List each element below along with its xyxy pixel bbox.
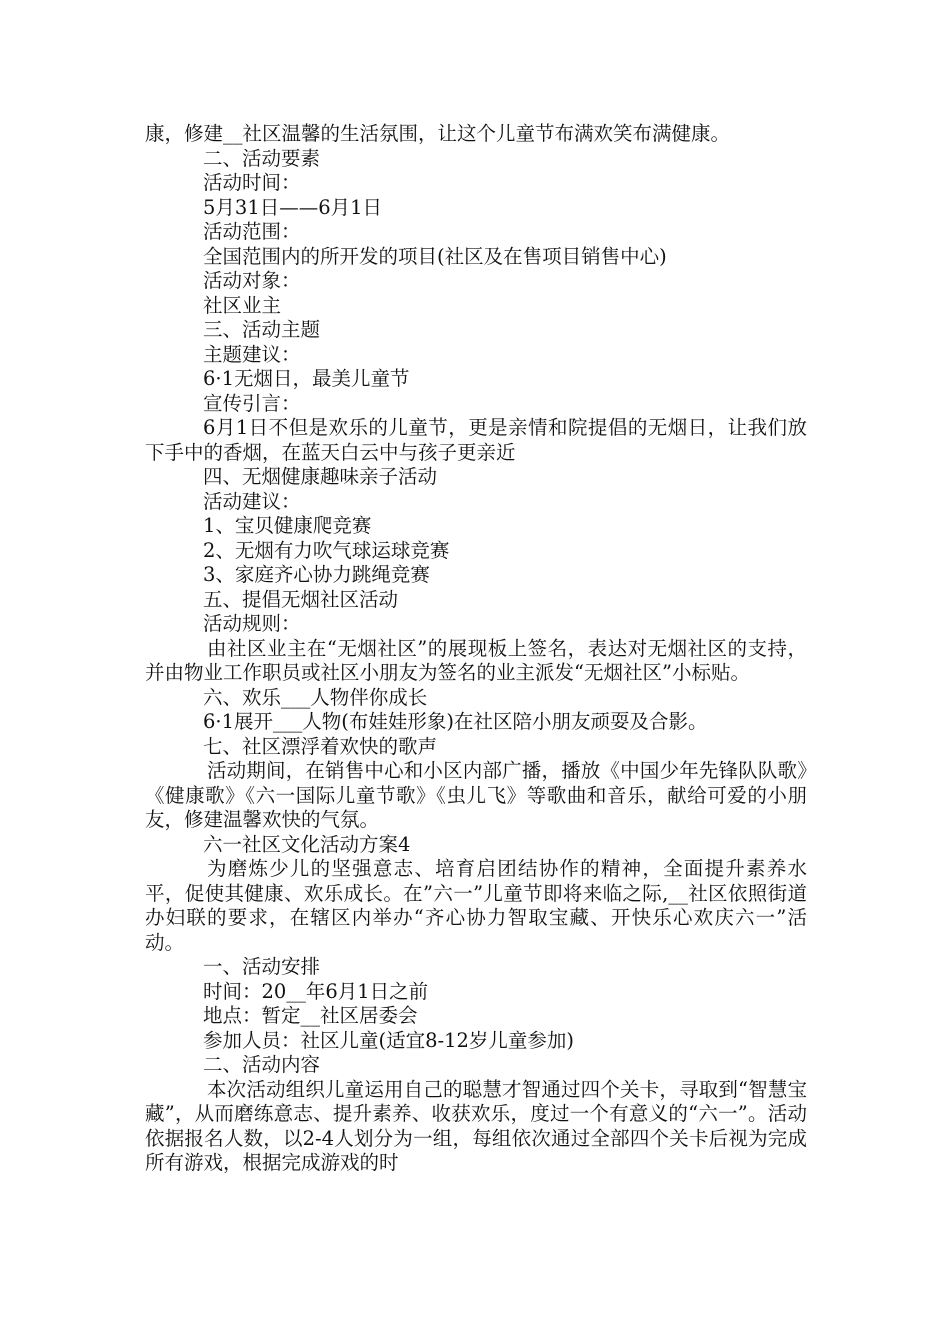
field-label: 活动建议： (203, 489, 301, 513)
section-heading: 三、活动主题 (203, 318, 321, 341)
field-value: 全国范围内的所开发的项目(社区及在售项目销售中心) (203, 244, 667, 268)
paragraph: 为磨炼少儿的坚强意志、培育启团结协作的精神，全面提升素养水平，促使其健康、欢乐成长。在”六一”儿童节即将来临之际,__社区依照街道办妇联的要求，在辖区内举办“齐心协力智取宝藏、开快乐心欢庆六一”活动。 (145, 857, 807, 954)
section-heading: 五、提倡无烟社区活动 (203, 587, 399, 611)
field-label: 宣传引言： (203, 391, 301, 415)
section-heading: 二、活动内容 (203, 1053, 321, 1076)
text-line: 康，修建__社区温馨的生活氛围，让这个儿童节布满欢笑布满健康。 (145, 122, 731, 145)
paragraph: 本次活动组织儿童运用自己的聪慧才智通过四个关卡，寻取到“智慧宝藏”，从而磨练意志、提升素养、收获欢乐，度过一个有意义的“六一”。活动依据报名人数，以2-4人划分为一组，每组依次通过全部四个关卡后视为完成所有游戏，根据完成游戏的时 (145, 1077, 807, 1174)
paragraph: 6月1日不但是欢乐的儿童节，更是亲情和院提倡的无烟日，让我们放下手中的香烟，在蓝天白云中与孩子更亲近 (145, 416, 807, 464)
paragraph: 活动期间，在销售中心和小区内部广播，播放《中国少年先锋队队歌》《健康歌》《六一国际儿童节歌》《虫儿飞》等歌曲和音乐，献给可爱的小朋友，修建温馨欢快的气氛。 (145, 759, 807, 831)
field-label: 活动时间： (203, 171, 301, 194)
section-heading: 一、活动安排 (203, 955, 321, 978)
field-value: 6·1无烟日，最美儿童节 (203, 367, 410, 390)
section-heading: 二、活动要素 (203, 146, 321, 170)
text-line: 6·1展开___人物(布娃娃形象)在社区陪小朋友顽耍及合影。 (203, 710, 708, 733)
section-heading: 六、欢乐___人物伴你成长 (203, 685, 428, 709)
list-item: 3、家庭齐心协力跳绳竞赛 (203, 563, 430, 586)
list-item: 2、无烟有力吹气球运球竞赛 (203, 538, 450, 562)
plan-heading: 六一社区文化活动方案4 (203, 832, 411, 856)
field-label: 活动规则： (203, 612, 301, 635)
field-value: 社区业主 (203, 293, 282, 317)
section-heading: 四、无烟健康趣味亲子活动 (203, 465, 438, 488)
list-item: 1、宝贝健康爬竞赛 (203, 514, 372, 537)
field-value: 5月31日——6月1日 (203, 195, 383, 219)
field-label: 活动对象： (203, 269, 301, 292)
field-value: 时间：20__年6月1日之前 (203, 979, 429, 1003)
field-value: 参加人员：社区儿童(适宜8-12岁儿童参加) (203, 1028, 575, 1052)
field-label: 主题建议： (203, 342, 301, 366)
paragraph: 由社区业主在“无烟社区”的展现板上签名，表达对无烟社区的支持，并由物业工作职员或社区小朋友为签名的业主派发“无烟社区”小标贴。 (145, 636, 807, 684)
document-body (145, 122, 807, 1176)
section-heading: 七、社区漂浮着欢快的歌声 (203, 734, 438, 758)
field-label: 活动范围： (203, 220, 301, 243)
field-value: 地点：暂定__社区居委会 (203, 1004, 418, 1027)
